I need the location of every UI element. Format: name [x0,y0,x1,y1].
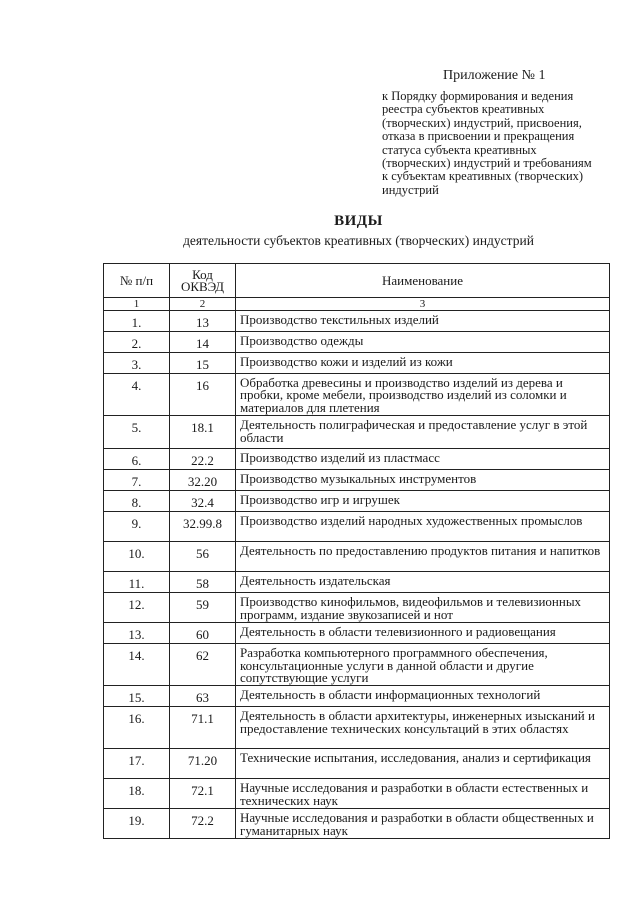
row-name: Производство игр и игрушек [236,491,610,512]
column-number: 3 [236,298,610,311]
row-number: 1. [104,311,170,332]
row-code: 22.2 [170,449,236,470]
row-code: 14 [170,332,236,353]
row-name: Производство одежды [236,332,610,353]
document-subtitle: деятельности субъектов креативных (творческих) индустрий [183,233,534,248]
row-name: Производство кожи и изделий из кожи [236,353,610,374]
row-code: 59 [170,593,236,623]
table-row [104,644,610,686]
row-number: 9. [104,512,170,542]
table-row [104,449,610,470]
row-number: 11. [104,572,170,593]
order-line: к Порядку формирования и ведения [382,89,574,103]
header-code: Код ОКВЭД [170,264,236,298]
order-line: (творческих) индустрий, присвоения, [382,115,582,130]
activities-table [103,263,610,839]
table-row [104,686,610,707]
document-title: ВИДЫ [334,213,383,229]
row-number: 6. [104,449,170,470]
row-number: 2. [104,332,170,353]
table-header-row [104,264,610,298]
order-line: реестра субъектов креативных [382,102,545,117]
row-code: 56 [170,542,236,572]
row-code: 18.1 [170,416,236,449]
row-name: Деятельность в области архитектуры, инженерных изысканий и предоставление технических консультаций в этих областях [236,707,610,749]
row-number: 8. [104,491,170,512]
row-code: 63 [170,686,236,707]
row-number: 5. [104,416,170,449]
row-name: Производство кинофильмов, видеофильмов и телевизионных программ, издание звукозаписей и нот [236,593,610,623]
row-number: 19. [104,809,170,839]
row-name: Деятельность по предоставлению продуктов питания и напитков [236,542,610,572]
row-code: 71.20 [170,749,236,779]
row-name: Разработка компьютерного программного обеспечения, консультационные услуги в данной области и другие сопутствующие услуги [236,644,610,686]
table-row [104,809,610,839]
table-row [104,572,610,593]
row-name: Научные исследования и разработки в области общественных и гуманитарных наук [236,809,610,839]
row-number: 13. [104,623,170,644]
table-row [104,353,610,374]
row-code: 15 [170,353,236,374]
table-row [104,491,610,512]
row-code: 32.4 [170,491,236,512]
row-code: 72.1 [170,779,236,809]
row-number: 15. [104,686,170,707]
column-number: 1 [104,298,170,311]
table-row [104,779,610,809]
row-code: 32.99.8 [170,512,236,542]
row-number: 18. [104,779,170,809]
row-name: Производство текстильных изделий [236,311,610,332]
row-name: Деятельность в области информационных технологий [236,686,610,707]
row-number: 10. [104,542,170,572]
row-name: Производство музыкальных инструментов [236,470,610,491]
order-line: к субъектам креативных (творческих) [382,169,584,184]
column-numbers-row [104,298,610,311]
table-row [104,542,610,572]
row-number: 3. [104,353,170,374]
row-number: 14. [104,644,170,686]
row-name: Деятельность в области телевизионного и радиовещания [236,623,610,644]
row-code: 60 [170,623,236,644]
row-number: 4. [104,374,170,416]
row-code: 58 [170,572,236,593]
table-row [104,512,610,542]
row-code: 72.2 [170,809,236,839]
table-row [104,332,610,353]
header-num: № п/п [104,264,170,298]
header-name: Наименование [236,264,610,298]
row-code: 16 [170,374,236,416]
table-row [104,749,610,779]
row-number: 17. [104,749,170,779]
row-name: Технические испытания, исследования, анализ и сертификация [236,749,610,779]
row-code: 71.1 [170,707,236,749]
appendix-label: Приложение № 1 [443,68,546,83]
order-line: индустрий [382,182,439,197]
row-code: 13 [170,311,236,332]
table-row [104,470,610,491]
table-row [104,311,610,332]
table-row [104,416,610,449]
table-row [104,623,610,644]
row-name: Производство изделий из пластмасс [236,449,610,470]
row-name: Деятельность полиграфическая и предоставление услуг в этой области [236,416,610,449]
row-code: 32.20 [170,470,236,491]
table-row [104,707,610,749]
order-reference [382,90,608,197]
order-line: (творческих) индустрий и требованиям [382,156,592,171]
row-number: 16. [104,707,170,749]
row-name: Деятельность издательская [236,572,610,593]
row-name: Производство изделий народных художественных промыслов [236,512,610,542]
order-line: отказа в присвоении и прекращения [382,129,575,144]
row-name: Научные исследования и разработки в области естественных и технических наук [236,779,610,809]
row-name: Обработка древесины и производство изделий из дерева и пробки, кроме мебели, производство изделий из соломки и материалов для плетения [236,374,610,416]
row-code: 62 [170,644,236,686]
row-number: 7. [104,470,170,491]
table-row [104,593,610,623]
column-number: 2 [170,298,236,311]
order-line: статуса субъекта креативных [382,142,537,157]
table-row [104,374,610,416]
row-number: 12. [104,593,170,623]
